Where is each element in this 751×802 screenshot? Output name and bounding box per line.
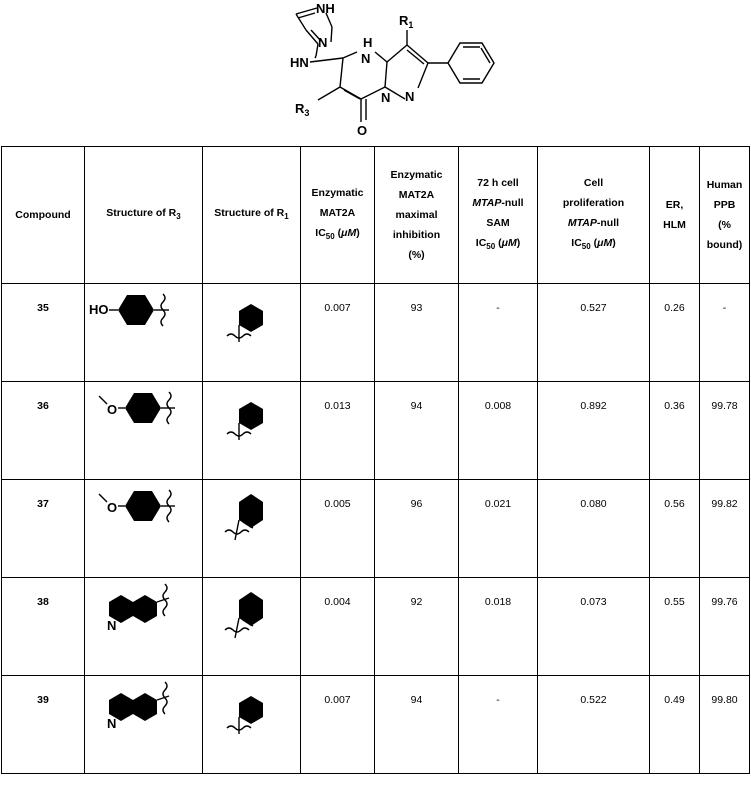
col-header-max-inhibition: Enzymatic MAT2A maximal inhibition (%) (375, 147, 459, 284)
table-row (2, 480, 750, 578)
ppb-cell: 99.76 (700, 578, 750, 676)
max-inhibition-cell: 94 (375, 382, 459, 480)
r1-structure-cyclohexenyl (203, 578, 301, 676)
sam-ic50-cell: - (459, 676, 538, 774)
compound-id-cell: 37 (2, 480, 85, 578)
sam-ic50-cell: 0.021 (459, 480, 538, 578)
max-inhibition-cell: 94 (375, 676, 459, 774)
proliferation-ic50-cell: 0.522 (538, 676, 650, 774)
svg-text:O: O (107, 402, 118, 417)
ring-h-label: H (363, 35, 373, 50)
r3-structure-quinolinyl (85, 676, 203, 774)
ppb-cell: 99.82 (700, 480, 750, 578)
sam-ic50-cell: 0.018 (459, 578, 538, 676)
r1-structure-phenyl (203, 382, 301, 480)
table-row (2, 382, 750, 480)
r3-label: $R_3$ (295, 101, 310, 118)
core-scaffold-structure (0, 0, 751, 146)
max-inhibition-cell: 93 (375, 284, 459, 382)
proliferation-ic50-cell: 0.892 (538, 382, 650, 480)
col-header-compound: Compound (2, 147, 85, 284)
bridge-n-label: N (381, 90, 391, 105)
svg-text:O: O (107, 500, 118, 515)
compound-id-cell: 36 (2, 382, 85, 480)
col-header-r1: Structure of $R_1$ (203, 147, 301, 284)
pyrazole-n-label: N (318, 35, 328, 50)
er-hlm-cell: 0.26 (650, 284, 700, 382)
col-header-er-hlm: ER, HLM (650, 147, 700, 284)
ppb-cell: 99.78 (700, 382, 750, 480)
col-header-proliferation-ic50: Cell proliferation MTAP-null $IC_{50}$ (μM) (538, 147, 650, 284)
r3-structure-methoxyphenyl (85, 382, 203, 480)
svg-text:HO: HO (89, 302, 109, 317)
table-header-row (2, 147, 750, 284)
ic50-cell: 0.007 (301, 284, 375, 382)
ring-n-label: N (361, 51, 371, 66)
col-header-r3: Structure of $R_3$ (85, 147, 203, 284)
er-hlm-cell: 0.36 (650, 382, 700, 480)
sar-table (1, 146, 750, 774)
max-inhibition-cell: 92 (375, 578, 459, 676)
ring-n2-label: N (405, 89, 415, 104)
carbonyl-o-label: O (357, 123, 368, 138)
ic50-cell: 0.007 (301, 676, 375, 774)
amine-hn-label: HN (290, 55, 309, 70)
sam-ic50-cell: - (459, 284, 538, 382)
ic50-cell: 0.004 (301, 578, 375, 676)
table-row (2, 284, 750, 382)
r3-structure-quinolinyl (85, 578, 203, 676)
er-hlm-cell: 0.56 (650, 480, 700, 578)
col-header-sam-ic50: 72 h cell MTAP-null SAM $IC_{50}$ (μM) (459, 147, 538, 284)
compound-id-cell: 39 (2, 676, 85, 774)
ic50-cell: 0.005 (301, 480, 375, 578)
ic50-cell: 0.013 (301, 382, 375, 480)
col-header-ppb: Human PPB (% bound) (700, 147, 750, 284)
er-hlm-cell: 0.55 (650, 578, 700, 676)
r1-structure-phenyl (203, 284, 301, 382)
pyrazole-nh-label: NH (316, 1, 335, 16)
compound-id-cell: 38 (2, 578, 85, 676)
max-inhibition-cell: 96 (375, 480, 459, 578)
svg-text:N: N (107, 618, 117, 633)
sam-ic50-cell: 0.008 (459, 382, 538, 480)
proliferation-ic50-cell: 0.080 (538, 480, 650, 578)
r1-label: $R_1$ (399, 13, 414, 30)
proliferation-ic50-cell: 0.527 (538, 284, 650, 382)
compound-id-cell: 35 (2, 284, 85, 382)
r3-structure-hydroxyphenyl (85, 284, 203, 382)
r1-structure-cyclohexenyl (203, 480, 301, 578)
svg-text:N: N (107, 716, 117, 731)
table-row (2, 578, 750, 676)
er-hlm-cell: 0.49 (650, 676, 700, 774)
proliferation-ic50-cell: 0.073 (538, 578, 650, 676)
ppb-cell: 99.80 (700, 676, 750, 774)
r3-structure-methoxyphenyl (85, 480, 203, 578)
table-row (2, 676, 750, 774)
col-header-ic50: Enzymatic MAT2A $IC_{50}$ (μM) (301, 147, 375, 284)
ppb-cell: - (700, 284, 750, 382)
r1-structure-phenyl (203, 676, 301, 774)
